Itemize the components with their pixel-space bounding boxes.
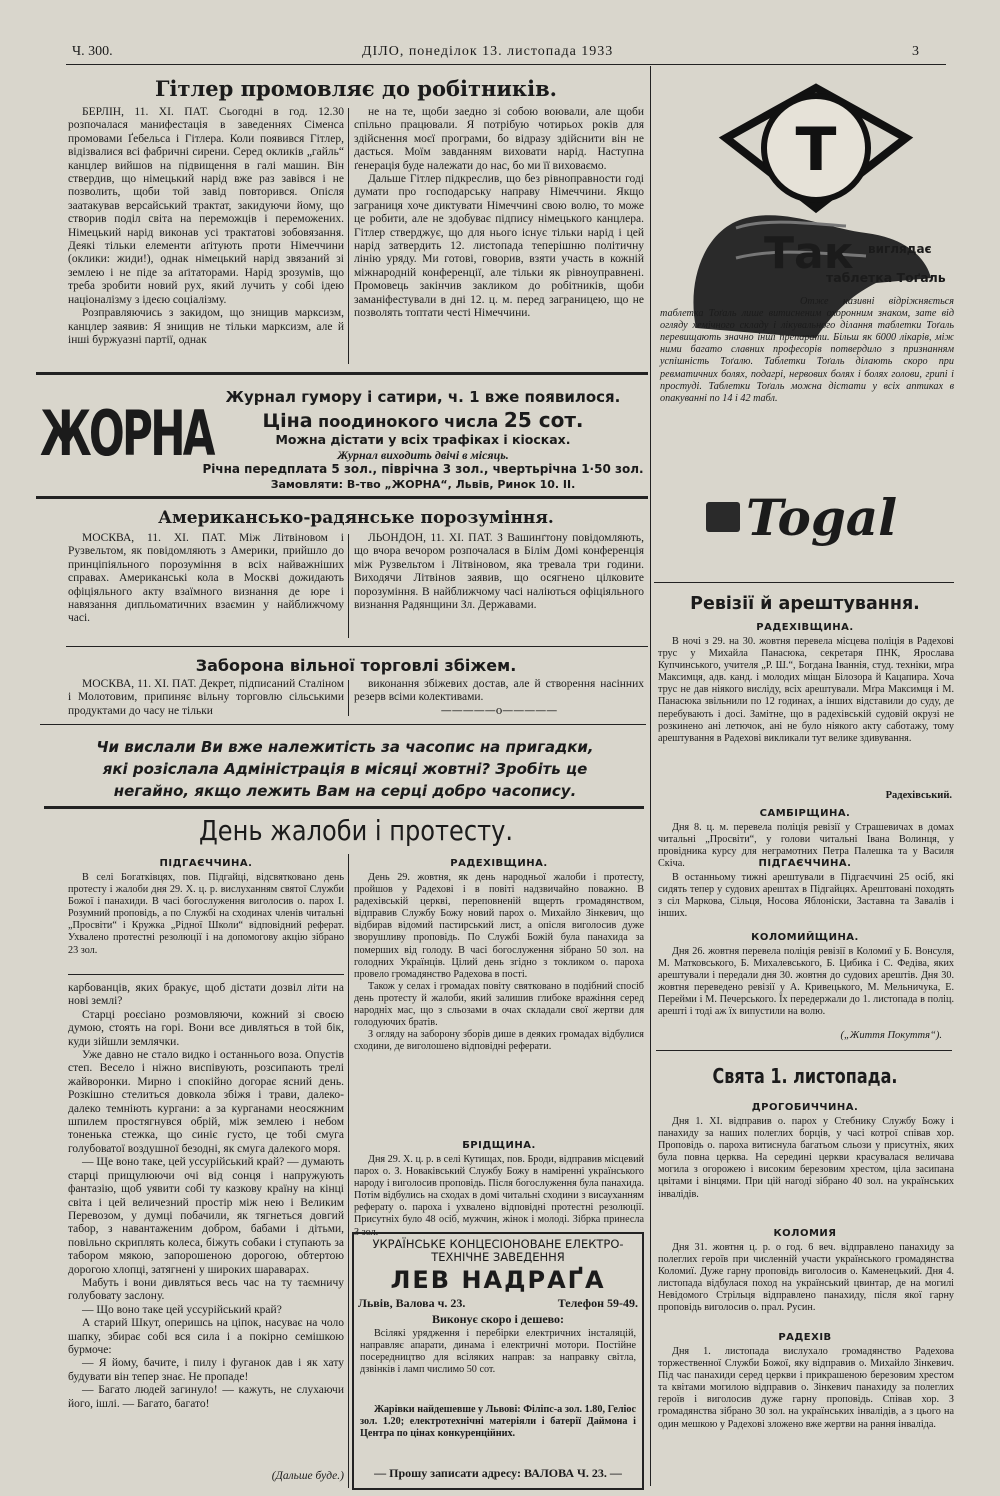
togal-box-icon [706, 502, 740, 532]
page-number: 3 [912, 44, 919, 59]
nadraga-ad: УКРАЇНСЬКЕ КОНЦЕСІОНОВАНЕ ЕЛЕКТРО- ТЕХНІЧНЕ ЗАВЕДЕННЯ ЛЕВ НАДРАҐА Львів, Валова ч. 23. Телефон 59-49. Виконує скоро і дешево: Всілякі урядження і перебірки електричних інсталяцій, направляє апарати, динама і електричні мотори. Постійне посередництво для всіляких направ: за направку світла, дзвінків і ламп числимо 50 сот. Жарівки найдешевше у Львові: Філіпс-а зол. 1.80, Геліос зол. 1.20; електротехнічні матеріяли і батерії Даймона і Центра по цінах конкуренційних. — Прошу записати адресу: ВАЛОВА Ч. 23. — [352, 1232, 644, 1490]
togal-tak: Так [764, 228, 854, 279]
protest-headline: День жалоби і протесту. [198, 814, 514, 847]
america-col1: МОСКВА, 11. XI. ПАТ. Між Літвіновом і Рузвельтом, як повідомляють з Америки, прийшло до принціпіяльного порозуміння в всіх найважніших справах. Американські кола в Москві дожидають офіціяльного акту взаїмного визнання де юре і навязання дипльоматичних взаємин у найближчому часі. [68, 532, 344, 625]
hitler-col1: БЕРЛІН, 11. XI. ПАТ. Сьогодні в год. 12.30 розпочалася манифестація в заведеннях Сіменса промовами Ґебельса і Гітлера. Коли появився Гітлер, відізвалися всі фабричні сирени. Серед окликів „гайль“ канцлер вийшов на підвищення в галі машин. Він ствердив, що німецький нарід вже раз завівся і не позволить, щоби той завід повторився. Опісля заатакував версайський трактат, закидуючи йому, що створив поділ світа на переможців і переможених. Німецький нарід виконав усі трактатові зобовязання. Деякі тільки елементи аґітують проти Німеччини (оклики: жиди!), однак німецький нарід звязаний зі землею і не піде за аґітаторами. Нарід зрозумів, що треба зробити новий рух, який лучить у собі ідею націоналізму з ідеєю соціалізму. Розправляючись з закидом, що знищив марксизм, канцлер заявив: Я знищив не тільки марксизм, але й інші буржуазні партії, однак [68, 106, 344, 346]
revisions-headline: Ревізії й арештування. [690, 594, 920, 614]
togal-text: Отже називні відріжняється таблетка Тоґаль лише витисненим охоронним знаком, зате від огляду хемічного складу і лікувального ділання таблетки Тоґаль перевищають значно інші препарати. Більш як 6000 лікарів, між ними багато славних професорів потвердило з признанням успішність Тоґалю. Таблетки Тоґаль ділають скоро при ревматичних болях, подагрі, нервових болях і болях голови, грипі і простуді. Таблетки Тоґаль можна дістати у всіх аптиках в опакуванні по 14 і 42 табл. [660, 296, 954, 404]
protest-brodshchyna: Дня 29. Х. ц. р. в селі Кутищах, пов. Броди, відправив місцевий парох о. З. Новаківський Службу Божу в наміренні українського народу і виголосив проповідь. Після богослуження була панахида. Потім відбулись на сходах в домі читальні сходини з висауханням реферату о. пароха і ухвалено відповідні протестні резолюції. Присутніх було 48 осіб, мужчин, жінок і молоді. Зібрка принесла 3 зол. [354, 1154, 644, 1238]
protest-radekhivshchyna: День 29. жовтня, як день народньої жалоби і протесту, пройшов у Радехові і в повіті надзвичайно поважно. В радехівській церкві, переповненій вщерть громадянством, відправив Службу Божу новий парох о. Михайло Зінкевич, що відбирав відомий пастирський лист, а опісля виголосив дуже зворушливу проповідь. По Службі Божій була панахида за померших від голоду. В часі богослуження зібрано 50 зол. на голодних Українців. Цілий день згідно з токликом о. пароха провело громадянство Радехова в пості. Також у селах і громадах повіту святковано в подібний спосіб день протесту й жалоби, який залишив глибоке вражіння серед народніх мас, що з сльозами в очах складали свої жертви для голодуючих братів. З огляду на заборону зборів дише в деяких громадах відбулися сходини, де виголошено відповідні реферати. [354, 872, 644, 1053]
togal-logo-letter: T [795, 115, 837, 185]
story-continuation: карбованців, яких бракує, щоб дістати дозвіл літи на нові землі? Старці роєсіано розмовляючи, кожний зі своєю думою, стоять на горі. Вони все дивляться в той бік, куди зійшли землячки. Уже давно не стало видко і останнього воза. Опустів степ. Весело і ніжно виспівують, розсипають трелі жайворонки. Мирно і спокійно догорає ясний день. Розкішно стелиться довкола збіжя і трави, далеко-далеко темніють кургани: а за курганами неосяжним шпилем простягнувся обрій, між землею і небом тоненька стежка, що синіє густо, це тобі смуга голубоватої воздушної безодні, як смуга далекого моря. — Ще воно таке, цей уссурійський край? — думають старці прищулюючи очі від сонця і напружують фантазію, щоб уявити собі ту казкову країну на кінці світа і цей величезний простір між нею і Великим Перевозом, у думці побачили, як тягнеться довгий табор, з навантаженим добром, бабами і дітьми, повільно скриплять колеса, біжуть собаки і ступають за табором мякою, запорошеною дорогою, обтертою дорогою хлопці, затягнені у широких шараварах. Мабуть і вони дивляться весь час на ту таємничу голубовату заслону. — Що воно таке цей уссурійський край? А старий Шкут, оперишсь на ціпок, насуває на чоло шапку, збирає собі вся сила і а покірно семішкою бурмоче: — Я йому, бачите, і пилу і фуганок дав і як хату будувати він тепер знає. Не пропаде! — Багато людей загинуло! — кажуть, не слухаючи його, ішлі. — Багато, багато! [68, 982, 344, 1410]
paper-dateline: ДІЛО, понеділок 13. листопада 1933 [362, 44, 614, 59]
protest-podhaichyna: В селі Богатківцях, пов. Підгайці, відсвятковано день протесту і жалоби дня 29. Х. ц. р. вислуханням святої Служби Божої і панахиди. В часі богослуження виголосив о. парох І. Розумний проповідь, а по Службі на сходинах членів читальні „Просвіти“ і Кружка „Рідної Школи“ відповідний реферат. Ухвалено протестні резолюції і на допомогову акцію зібрано 23 зол. [68, 872, 344, 956]
togal-ad: T Так виглядає таблетка Тоґаль Отже називні відріжняється таблетка Тоґаль лише витисненим охоронним знаком, зате від огляду хемічного складу і лікувального ділання таблетки Тоґаль перевищають значно інші препарати. Більш як 6000 лікарів, між ними багато славних професорів потвердило з признанням успішність Тоґалю. Таблетки Тоґаль ділають скоро при ревматичних болях, подагрі, нервових болях і болях голови, грипі і простуді. Таблетки Тоґаль можна дістати у всіх аптиках в опакуванні по 14 і 42 табл. Togal [656, 70, 956, 590]
america-col2: ЛЬОНДОН, 11. XI. ПАТ. З Вашинґтону повідомляють, що вчора вечором розпочалася в Білім Домі конференція між Рузвельтом і Літвіновом, яка тревала три години. Виходячи Літвінов заявив, що осягнено цілковите порозуміння. В найближчому часі наліються офіціяльного визнання Радянщини Зл. Державами. [354, 532, 644, 612]
continued-note: (Дальше буде.) [271, 1470, 344, 1482]
subscription-appeal: Чи вислали Ви вже належитість за часопис на пригадки, які розіслала Адміністрація в місяці жовтні? Зробіть це негайно, якщо лежить Вам на серці добро часопису. [96, 738, 594, 800]
grain-col2: виконання збіжевих достав, але й створення насінних резерв всіми колективами. [354, 678, 644, 704]
zhorna-logo: ЖОРНА [40, 397, 213, 470]
togal-wordmark: Togal [746, 488, 898, 547]
holiday-headline: Свята 1. листопада. [712, 1064, 898, 1088]
masthead [72, 44, 932, 64]
zhorna-ad: ЖОРНА Журнал гумору і сатири, ч. 1 вже появилося. Ціна поодинокого числа 25 сот. Можна дістати у всіх трафіках і кіосках. Журнал виходить двічі в місяць. Річна передплата 5 зол., піврічна 3 зол., чвертьрічна 1·50 зол. Замовляти: В-тво „ЖОРНА“, Львів, Ринок 10. II. [40, 388, 644, 491]
grain-headline: Заборона вільної торговлі збіжем. [195, 656, 517, 675]
hitler-headline: Гітлер промовляє до робітників. [155, 76, 557, 101]
issue-number: Ч. 300. [72, 44, 113, 59]
america-headline: Американсько-радянське порозуміння. [158, 508, 554, 528]
grain-col1: МОСКВА, 11. XI. ПАТ. Декрет, підписаний Сталіном і Молотовим, припиняє вільну торговлю сільськими продуктами до часу не тільки [68, 678, 344, 717]
newspaper-page: Ч. 300. ДІЛО, понеділок 13. листопада 1933 3 Гітлер промовляє до робітників. БЕРЛІН, 11. XI. ПАТ. Сьогодні в год. 12.30 розпочалася манифестація в заведеннях Сіменса промовами Ґебельса і Гітлера. Коли появився Гітлер, відізвалися всі фабричні сирени. Серед окликів „гайль“ канцлер вийшов на підвищення в галі машин. Він ствердив, що німецький нарід вже раз завівся і не позволить, щоби той завід повторився. Опісля заатакував версайський трактат, закидуючи йому, що створив поділ світа на переможців і переможених. Німецький нарід виконав усі трактатові зобовязання. Деякі тільки елементи аґітують проти Німеччини (оклики: жиди!), однак німецький нарід звязаний зі землею і не піде за аґітаторами. Нарід зрозумів, що треба зробити новий рух, який лучить у собі ідею націоналізму з ідеєю соціалізму. Розправляючись з закидом, що знищив марксизм, канцлер заявив: Я знищив не тільки марксизм, але й інші буржуазні партії, однак не на те, щоби заедно зі собою воювали, але щоби спільно працювали. Я потрібую чотирьох років для здійснення моєї програми, бо відразу здійснити він не дасться. Моїм завданням виховати нарід. Наступна ґенерація буде належати до нас, бо ми її виховаємо. Дальше Гітлер підкреслив, що без рівноправности годі думати про господарську направу Німеччини. Якщо заграниця хоче диктувати Німеччині свою волю, то може це робити, але не здобуває підпису німецького канцлера. Гітлер стверджує, що для нього існує тільки нарід і цей нарід затвердить 12. листопада теперішню політичну лінію уряду. Ми готові, говорив, взяти участь в кожній міжнародній конференції, але тільки як рівноуправнені. Промовець закінчив закликом до робітників, щоби заманіфестували в дні 12. ц. м. перед заграницею, що не позволять топтати честі Німеччини. ЖОРНА Журнал гумору і сатири, ч. 1 вже появилося. Ціна поодинокого числа 25 сот. Можна дістати у всіх трафіках і кіосках. Журнал виходить двічі в місяць. Річна передплата 5 зол., піврічна 3 зол., чвертьрічна 1·50 зол. Замовляти: В-тво „ЖОРНА“, Львів, Ринок 10. II. T Так виглядає таблетка Тоґаль Отже називні відріжняється таблетка Тоґаль лише витисненим охоронним знаком, зате від огляду хемічного складу і лікувального ділання таблетки Тоґаль перевищають значно інші препарати. Більш як 6000 лікарів, між ними багато славних професорів потвердило з признанням успішність Тоґалю. Таблетки Тоґаль ділають скоро при ревматичних болях, подагрі, нервових болях і болях голови, грипі і простуді. Таблетки Тоґаль можна дістати у всіх аптиках в опакуванні по 14 і 42 табл. Togal Американсько-радянське порозуміння. МОСКВА, 11. XI. ПАТ. Між Літвіновом і Рузвельтом, як повідомляють з Америки, прийшло до принціпіяльного порозуміння в всіх найважніших справах. Американські кола в Москві дожидають офіціяльного акту взаїмного визнання де юре і навязання дипльоматичних взаємин у найближчому часі. ЛЬОНДОН, 11. XI. ПАТ. З Вашинґтону повідомляють, що вчора вечором розпочалася в Білім Домі конференція між Рузвельтом і Літвіновом, яка тревала три години. Виходячи Літвінов заявив, що осягнено цілковите порозуміння. В найближчому часі наліються офіціяльного визнання Радянщини Зл. Державами. Заборона вільної торговлі збіжем. МОСКВА, 11. XI. ПАТ. Декрет, підписаний Сталіном і Молотовим, припиняє вільну торговлю сільськими продуктами до часу не тільки виконання збіжевих достав, але й створення насінних резерв всіми колективами. —————o————— Чи вислали Ви вже належитість за часопис на пригадки, які розіслала Адміністрація в місяці жовтні? Зробіть це негайно, якщо лежить Вам на серці добро часопису. День жалоби і протесту. ПІДГАЄЧЧИНА. В селі Богатківцях, пов. Підгайці, відсвятковано день протесту і жалоби дня 29. Х. ц. р. вислуханням святої Служби Божої і панахиди. В часі богослуження виголосив о. парох І. Розумний проповідь, а по Службі на сходинах членів читальні „Просвіти“ і Кружка „Рідної Школи“ відповідний реферат. Ухвалено протестні резолюції і на допомогову акцію зібрано 23 зол. РАДЕХІВЩИНА. День 29. жовтня, як день народньої жалоби і протесту, пройшов у Радехові і в повіті надзвичайно поважно. В радехівській церкві, переповненій вщерть громадянством, відправив Службу Божу новий парох о. Михайло Зінкевич, що відбирав відомий пастирський лист, а опісля виголосив дуже зворушливу проповідь. По Службі Божій була панахида за померших від голоду. В часі богослуження зібрано 50 зол. на голодних Українців. Цілий день згідно з токликом о. пароха провело громадянство Радехова в пості. Також у селах і громадах повіту святковано в подібний спосіб день протесту й жалоби, який залишив глибоке вражіння серед народніх мас, що з сльозами в очах складали свої жертви для голодуючих братів. З огляду на заборону зборів дише в деяких громадах відбулися сходини, де виголошено відповідні реферати. БРІДЩИНА. Дня 29. Х. ц. р. в селі Кутищах, пов. Броди, відправив місцевий парох о. З. Новаківський Службу Божу в наміренні українського народу і виголосив проповідь. Після богослуження була панахида. Потім відбулись на сходах в домі читальні сходини з висауханням реферату о. пароха і ухвалено відповідні протестні резолюції. Присутніх було 48 осіб, мужчин, жінок і молоді. Зібрка принесла 3 зол. карбованців, яких бракує, щоб дістати дозвіл літи на нові землі? Старці роєсіано розмовляючи, кожний зі своєю думою, стоять на горі. Вони все дивляться в той бік, куди зійшли землячки. Уже давно не стало видко і останнього воза. Опустів степ. Весело і ніжно виспівують, розсипають трелі жайворонки. Мирно і спокійно догорає ясний день. Розкішно стелиться довкола збіжя і трави, далеко-далеко темніють кургани: а за курганами неосяжним шпилем простягнувся обрій, між землею і небом тоненька стежка, що синіє густо, це тобі смуга голубоватої воздушної безодні, як смуга далекого моря. — Ще воно таке, цей уссурійський край? — думають старці прищулюючи очі від сонця і напружують фантазію, щоб уявити собі ту казкову країну на кінці світа і цей величезний простір між нею і Великим Перевозом, у думці побачили, як тягнеться довгий табор, з навантаженим добром, бабами і дітьми, повільно скриплять колеса, біжуть собаки і ступають за табором мякою, запорошеною дорогою, обтертою дорогою хлопці, затягнені у широких шараварах. Мабуть і вони дивляться весь час на ту таємничу голубовату заслону. — Що воно таке цей уссурійський край? А старий Шкут, оперишсь на ціпок, насуває на чоло шапку, збирає собі вся сила і а покірно семішкою бурмоче: — Я йому, бачите, і пилу і фуганок дав і як хату будувати він тепер знає. Не пропаде! — Багато людей загинуло! — кажуть, не слухаючи його, ішлі. — Багато, багато! (Дальше буде.) УКРАЇНСЬКЕ КОНЦЕСІОНОВАНЕ ЕЛЕКТРО- ТЕХНІЧНЕ ЗАВЕДЕННЯ ЛЕВ НАДРАҐА Львів, Валова ч. 23. Телефон 59-49. Виконує скоро і дешево: Всілякі урядження і перебірки електричних інсталяцій, направляє апарати, динама і електричні мотори. Постійне посередництво для всіляких направ: за направку світла, дзвінків і ламп числимо 50 сот. Жарівки найдешевше у Львові: Філіпс-а зол. 1.80, Геліос зол. 1.20; електротехнічні матеріяли і батерії Даймона і Центра по цінах конкуренційних. — Прошу записати адресу: ВАЛОВА Ч. 23. — Ревізії й арештування. РАДЕХІВЩИНА. В ночі з 29. на 30. жовтня перевела місцева поліція в Радехові трус у Михайла Панасюка, секретаря ПНК, Ярослава Купчинського, учителя „Р. Ш.“, Богдана Іваннія, студ. техніки, мґра Максимця, адв. канд. і молодих міщан Білозора й Кацапира. Хоча трус не дав ніякого висліду, всіх арештували. Мґра Максимця і М. Панасюка звільнили по 12 годинах, а інших відставили до суду, де перебувають і досі. Замітне, що в радехівській судовій окрузі не розкинено ані летючок, ані не було ніякого акту саботажу, тому арештування в Радехові викликали тут велике здивування. Радехівський. САМБІРЩИНА. Дня 8. ц. м. перевела поліція ревізії у Страшевичах в домах читальні „Просвіти“, у голови читальні Івана Волинця, у провідника курсу для неграмотних Петра Палешка та у Василя Скіча. ПІДГАЄЧЧИНА. В останньому тижні арештували в Підгаєччині 25 осіб, які сидять тепер у судових арештах в Підгайцях. Арештовані походять з сіл Маркова, Сільця, Носова Яблоніски, Заставна та Завалів і інших. КОЛОМИЙЩИНА. Дня 26. жовтня перевела поліція ревізії в Коломиї у Б. Вонсуля, М. Матковського, Б. Михалевського, Б. Цибика і С. Федіва, яких арештували і передали дня 30. жовтня до судових арештів. Дня 30. жовтня переведено ревізії у А. Кривецького, М. Мельничука, Е. Перейми і М. Печерського. Їх передержали до 1. листопада в поліц. арешті і тоді аж їх випустили на волю. („Життя Покуття“). Свята 1. листопада. ДРОГОБИЧЧИНА. Дня 1. XI. відправив о. парох у Стебнику Службу Божу і панахиду за наших полеглих борців, у часі котрої співав хор. Проповідь о. пароха витиснула багатьом сльози у присутніх, яких була повна церква. На середині церкви красувалася величава могила з огорожею і високим березовим хрестом, ціла засипана цвітами і вінцями. При цій нагоді зібрано 40 зол. на українських інвалідів. КОЛОМИЯ Дня 31. жовтня ц. р. о год. 6 веч. відправлено панахиду за полеглих героїв при численній участи українського громадянства Коломиї. Дуже гарну проповідь виголосив о. Каменецький. Дня 4. листопада відбулася поход на український цвинтар, де на могилі Невідомого Стрільця відправлено панахиду, після якої гарну проповідь виголосив о. прал. Русин. РАДЕХІВ Дня 1. листопада вислухало громадянство Радехова торжественної Служби Божої, яку відправив о. Михайло Зінкевич. Під час панахиди серед церкви і прикрашеною березовим хрестом та квітами могилою відправив о. Зінкевич панахиду за полеглих героїв і виголосив дуже гарну проповідь. Співав хор. З громадянства зібрано 30 зол. на українських інвалідів, а з цього на один мешкою у Радехові зложено вже жертви на рання інваліда. [0, 0, 1000, 1496]
hitler-col2: не на те, щоби заедно зі собою воювали, але щоби спільно працювали. Я потрібую чотирьох років для здійснення моєї програми, бо відразу здійснити він не дасться. Моїм завданням виховати нарід. Наступна ґенерація буде належати до нас, бо ми її виховаємо. Дальше Гітлер підкреслив, що без рівноправности годі думати про господарську направу Німеччини. Якщо заграниця хоче диктувати Німеччині свою волю, то може це робити, але не здобуває підпису німецького канцлера. Гітлер стверджує, що для нього існує тільки нарід і цей нарід затвердить 12. листопада теперішню політичну лінію уряду. Ми готові, говорив, взяти участь в кожній міжнародній конференції, але тільки як рівноуправнені. Промовець закінчив закликом до робітників, щоби заманіфестували в дні 12. ц. м. перед заграницею, що не позволять топтати честі Німеччини. [354, 106, 644, 320]
nadraga-name: ЛЕВ НАДРАҐА [390, 1266, 606, 1294]
